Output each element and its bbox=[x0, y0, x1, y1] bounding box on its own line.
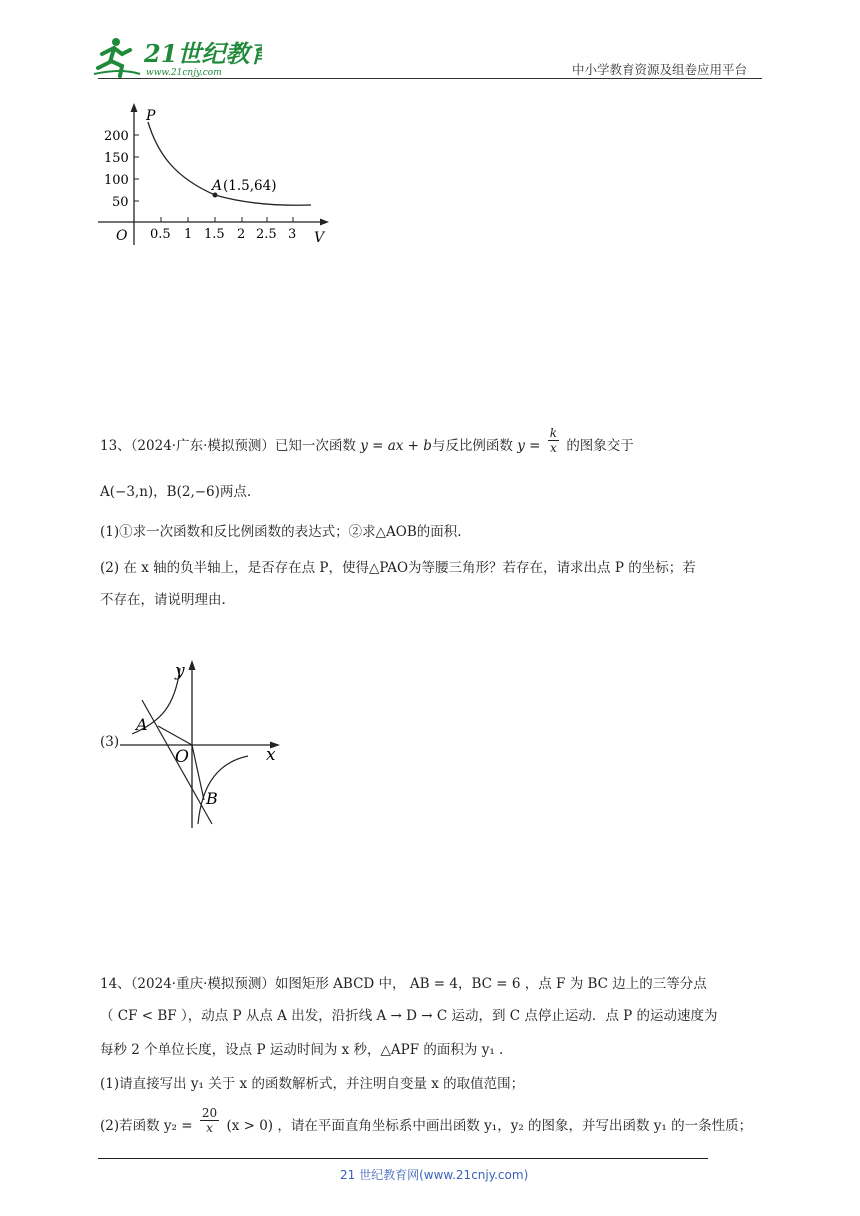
q13-part1: (1)①求一次函数和反比例函数的表达式；②求△AOB的面积. bbox=[100, 524, 462, 540]
q13-text: 与反比例函数 bbox=[431, 438, 513, 454]
fraction-denominator: x bbox=[549, 441, 557, 455]
fraction-denominator: x bbox=[206, 1121, 213, 1135]
q13-part2-line1: (2) 在 x 轴的负半轴上，是否存在点 P，使得△PAO为等腰三角形？若存在，请求出点 P 的坐标；若 bbox=[100, 560, 696, 576]
x-tick-label: 1.5 bbox=[204, 227, 225, 242]
site-logo bbox=[92, 34, 262, 80]
runner-icon bbox=[94, 38, 140, 76]
q13-figure bbox=[120, 652, 290, 830]
linear-function-line bbox=[142, 700, 212, 824]
origin-label: O bbox=[116, 228, 128, 244]
pv-graph bbox=[96, 100, 336, 250]
q13-inverse-fraction bbox=[548, 426, 559, 455]
q13-points: A(−3,n)，B(2,−6)两点. bbox=[100, 484, 252, 500]
x-tick-label: 2 bbox=[237, 227, 246, 242]
q14-line5 bbox=[100, 1106, 753, 1136]
q13-source: （2024·广东·模拟预测） bbox=[130, 438, 275, 454]
point-b-label: B bbox=[206, 789, 218, 808]
y-axis-label: P bbox=[146, 108, 156, 124]
q14-text: (2)若函数 y₂ = bbox=[100, 1118, 193, 1134]
q14-number: 14、 bbox=[100, 976, 131, 992]
logo-url: www.21cnjy.com bbox=[146, 68, 222, 78]
segment-oa bbox=[158, 726, 192, 745]
x-tick-label: 0.5 bbox=[150, 227, 171, 242]
x-tick-label: 2.5 bbox=[256, 227, 277, 242]
y-tick-label: 50 bbox=[112, 195, 129, 210]
q13-fig-label: (3) bbox=[100, 734, 120, 750]
footer-divider bbox=[98, 1158, 708, 1159]
q13-line1 bbox=[100, 426, 634, 456]
q14-line1 bbox=[100, 974, 707, 994]
y-tick-label: 150 bbox=[104, 151, 129, 166]
x-axis-arrow bbox=[320, 219, 329, 226]
origin-label: O bbox=[175, 747, 189, 767]
q13-inverse-lhs: y = bbox=[517, 438, 541, 454]
q14-line3: 每秒 2 个单位长度，设点 P 运动时间为 x 秒，△APF 的面积为 y₁ . bbox=[100, 1042, 504, 1058]
x-axis-label: V bbox=[314, 230, 325, 246]
q13-number: 13、 bbox=[100, 438, 131, 454]
q14-line2: （ CF < BF ），动点 P 从点 A 出发，沿折线 A → D → C 运动，到 C 点停止运动．点 P 的运动速度为 bbox=[100, 1008, 718, 1024]
header-divider bbox=[98, 78, 762, 79]
footer-link[interactable]: 21 世纪教育网(www.21cnjy.com) bbox=[340, 1168, 529, 1182]
x-tick-label: 1 bbox=[184, 227, 193, 242]
point-a-coords: (1.5,64) bbox=[223, 178, 277, 194]
point-a-label: A bbox=[136, 715, 148, 734]
x-axis-label: x bbox=[266, 745, 276, 765]
q14-line4: (1)请直接写出 y₁ 关于 x 的函数解析式，并注明自变量 x 的取值范围； bbox=[100, 1076, 525, 1092]
q14-text: (x > 0) ，请在平面直角坐标系中画出函数 y₁，y₂ 的图象，并写出函数 y₁ 的一条性质； bbox=[226, 1118, 753, 1134]
y-tick-label: 200 bbox=[104, 129, 129, 144]
fraction-numerator: k bbox=[549, 426, 558, 440]
q13-text: 已知一次函数 bbox=[274, 438, 356, 454]
platform-name: 中小学教育资源及组卷应用平台 bbox=[572, 62, 748, 77]
q13-linear-expr: y = ax + b bbox=[360, 438, 432, 454]
logo-text: 21世纪教育 bbox=[144, 39, 262, 68]
x-tick-label: 3 bbox=[288, 227, 297, 242]
q14-text: （2024·重庆·模拟预测）如图矩形 ABCD 中， AB = 4，BC = 6 ，点 F 为 BC 边上的三等分点 bbox=[130, 976, 707, 992]
y-tick-label: 100 bbox=[104, 173, 129, 188]
fraction-numerator: 20 bbox=[201, 1106, 218, 1120]
q13-text: 的图象交于 bbox=[566, 438, 634, 454]
y-axis-arrow bbox=[189, 660, 196, 670]
y-axis-label: y bbox=[175, 661, 185, 681]
q14-fraction bbox=[200, 1106, 219, 1135]
point-a-label: A bbox=[212, 178, 223, 194]
y-axis-arrow bbox=[131, 103, 138, 112]
q13-part2-line2: 不存在，请说明理由. bbox=[100, 592, 226, 608]
